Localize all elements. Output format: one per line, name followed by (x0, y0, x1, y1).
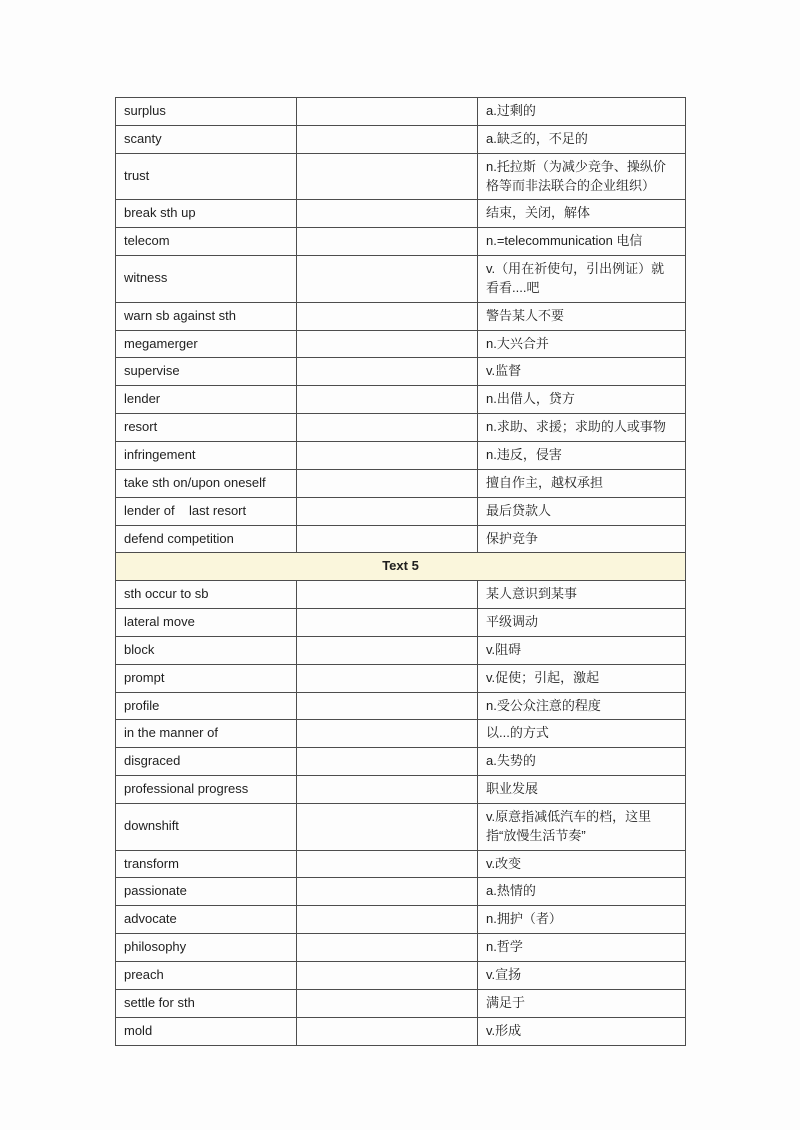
blank-practice-cell (297, 636, 478, 664)
blank-practice-cell (297, 664, 478, 692)
blank-practice-cell (297, 441, 478, 469)
chinese-definition-cell: n.哲学 (478, 934, 686, 962)
blank-practice-cell (297, 330, 478, 358)
vocab-row (116, 581, 686, 609)
chinese-definition-cell: v.阻碍 (478, 636, 686, 664)
english-term-cell: resort (116, 414, 297, 442)
blank-practice-cell (297, 850, 478, 878)
chinese-definition-cell: a.热情的 (478, 878, 686, 906)
vocab-row (116, 469, 686, 497)
vocab-row (116, 358, 686, 386)
english-term-cell: advocate (116, 906, 297, 934)
vocab-row (116, 906, 686, 934)
english-term-cell: trust (116, 153, 297, 200)
vocab-row (116, 878, 686, 906)
english-term-cell: prompt (116, 664, 297, 692)
blank-practice-cell (297, 358, 478, 386)
vocab-row (116, 850, 686, 878)
chinese-definition-cell: a.失势的 (478, 748, 686, 776)
vocab-row (116, 200, 686, 228)
blank-practice-cell (297, 748, 478, 776)
vocab-row (116, 1017, 686, 1045)
chinese-definition-cell: v.原意指减低汽车的档，这里指“放慢生活节奏” (478, 803, 686, 850)
vocab-row (116, 989, 686, 1017)
blank-practice-cell (297, 692, 478, 720)
blank-practice-cell (297, 581, 478, 609)
chinese-definition-cell: n.受公众注意的程度 (478, 692, 686, 720)
vocab-row (116, 748, 686, 776)
vocab-row (116, 692, 686, 720)
chinese-definition-cell: 平级调动 (478, 609, 686, 637)
english-term-cell: transform (116, 850, 297, 878)
vocab-row (116, 256, 686, 303)
vocab-row (116, 776, 686, 804)
chinese-definition-cell: n.违反，侵害 (478, 441, 686, 469)
blank-practice-cell (297, 1017, 478, 1045)
vocab-row (116, 125, 686, 153)
english-term-cell: professional progress (116, 776, 297, 804)
english-term-cell: warn sb against sth (116, 302, 297, 330)
vocab-row (116, 153, 686, 200)
english-term-cell: profile (116, 692, 297, 720)
vocab-row (116, 386, 686, 414)
english-term-cell: passionate (116, 878, 297, 906)
vocab-row (116, 962, 686, 990)
english-term-cell: megamerger (116, 330, 297, 358)
vocab-row (116, 330, 686, 358)
chinese-definition-cell: n.托拉斯（为减少竞争、操纵价格等而非法联合的企业组织） (478, 153, 686, 200)
english-term-cell: surplus (116, 98, 297, 126)
vocab-row (116, 609, 686, 637)
chinese-definition-cell: v.形成 (478, 1017, 686, 1045)
chinese-definition-cell: v.改变 (478, 850, 686, 878)
vocab-row (116, 98, 686, 126)
chinese-definition-cell: n.拥护（者） (478, 906, 686, 934)
english-term-cell: break sth up (116, 200, 297, 228)
chinese-definition-cell: 某人意识到某事 (478, 581, 686, 609)
blank-practice-cell (297, 497, 478, 525)
blank-practice-cell (297, 228, 478, 256)
english-term-cell: witness (116, 256, 297, 303)
blank-practice-cell (297, 153, 478, 200)
english-term-cell: philosophy (116, 934, 297, 962)
blank-practice-cell (297, 934, 478, 962)
english-term-cell: settle for sth (116, 989, 297, 1017)
blank-practice-cell (297, 469, 478, 497)
english-term-cell: block (116, 636, 297, 664)
chinese-definition-cell: n.=telecommunication 电信 (478, 228, 686, 256)
blank-practice-cell (297, 906, 478, 934)
english-term-cell: supervise (116, 358, 297, 386)
blank-practice-cell (297, 776, 478, 804)
chinese-definition-cell: v.促使；引起，激起 (478, 664, 686, 692)
chinese-definition-cell: v.宣扬 (478, 962, 686, 990)
blank-practice-cell (297, 200, 478, 228)
english-term-cell: mold (116, 1017, 297, 1045)
english-term-cell: defend competition (116, 525, 297, 553)
blank-practice-cell (297, 386, 478, 414)
vocab-row (116, 228, 686, 256)
blank-practice-cell (297, 609, 478, 637)
blank-practice-cell (297, 962, 478, 990)
english-term-cell: disgraced (116, 748, 297, 776)
chinese-definition-cell: 保护竞争 (478, 525, 686, 553)
chinese-definition-cell: 擅自作主，越权承担 (478, 469, 686, 497)
vocab-row (116, 934, 686, 962)
english-term-cell: sth occur to sb (116, 581, 297, 609)
english-term-cell: lender of last resort (116, 497, 297, 525)
blank-practice-cell (297, 256, 478, 303)
blank-practice-cell (297, 720, 478, 748)
vocab-row (116, 664, 686, 692)
chinese-definition-cell: v.（用在祈使句，引出例证）就看看....吧 (478, 256, 686, 303)
section-header-row (116, 553, 686, 581)
vocab-row (116, 497, 686, 525)
vocab-row (116, 636, 686, 664)
blank-practice-cell (297, 98, 478, 126)
english-term-cell: preach (116, 962, 297, 990)
english-term-cell: scanty (116, 125, 297, 153)
chinese-definition-cell: 最后贷款人 (478, 497, 686, 525)
chinese-definition-cell: 警告某人不要 (478, 302, 686, 330)
vocabulary-table-body (116, 98, 686, 1046)
english-term-cell: lateral move (116, 609, 297, 637)
chinese-definition-cell: a.缺乏的，不足的 (478, 125, 686, 153)
blank-practice-cell (297, 989, 478, 1017)
english-term-cell: take sth on/upon oneself (116, 469, 297, 497)
blank-practice-cell (297, 125, 478, 153)
english-term-cell: infringement (116, 441, 297, 469)
english-term-cell: telecom (116, 228, 297, 256)
vocab-row (116, 720, 686, 748)
blank-practice-cell (297, 525, 478, 553)
chinese-definition-cell: n.大兴合并 (478, 330, 686, 358)
chinese-definition-cell: v.监督 (478, 358, 686, 386)
chinese-definition-cell: 满足于 (478, 989, 686, 1017)
vocab-row (116, 525, 686, 553)
vocab-row (116, 803, 686, 850)
english-term-cell: lender (116, 386, 297, 414)
section-title: Text 5 (116, 553, 686, 581)
blank-practice-cell (297, 878, 478, 906)
vocabulary-table (115, 97, 686, 1046)
blank-practice-cell (297, 414, 478, 442)
chinese-definition-cell: n.求助、求援；求助的人或事物 (478, 414, 686, 442)
chinese-definition-cell: 以...的方式 (478, 720, 686, 748)
chinese-definition-cell: n.出借人，贷方 (478, 386, 686, 414)
vocab-row (116, 441, 686, 469)
english-term-cell: in the manner of (116, 720, 297, 748)
chinese-definition-cell: a.过剩的 (478, 98, 686, 126)
english-term-cell: downshift (116, 803, 297, 850)
chinese-definition-cell: 结束，关闭，解体 (478, 200, 686, 228)
vocab-row (116, 414, 686, 442)
blank-practice-cell (297, 302, 478, 330)
blank-practice-cell (297, 803, 478, 850)
vocab-row (116, 302, 686, 330)
chinese-definition-cell: 职业发展 (478, 776, 686, 804)
